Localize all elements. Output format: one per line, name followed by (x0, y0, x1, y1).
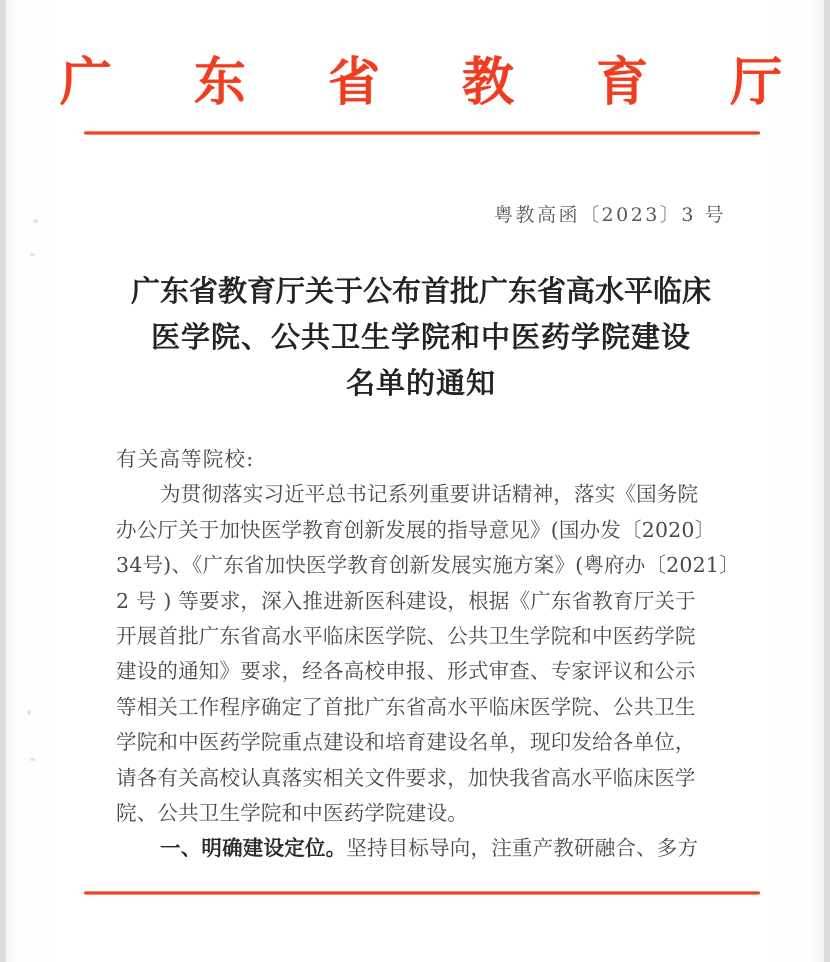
scan-speck (27, 710, 31, 715)
scan-speck (30, 253, 35, 256)
doc-number: 粤教高函〔2023〕3 号 (494, 204, 726, 226)
section-one-heading: 一、明确建设定位。 (160, 836, 347, 861)
title-line-3: 名单的通知 (345, 366, 496, 400)
section-one-line (116, 831, 734, 866)
body-line: 建设的通知》要求，经各高校申报、形式审查、专家评议和公示 (116, 659, 696, 684)
title-line-2: 医学院、公共卫生学院和中医药学院建设 (150, 320, 691, 354)
letterhead (6, 52, 830, 113)
letterhead-title: 广 东 省 教 育 厅 (59, 52, 815, 113)
scan-speck (30, 758, 35, 761)
body-line: 2 号 ) 等要求，深入推进新医科建设，根据《广东省教育厅关于 (116, 588, 696, 613)
footer-red-rule (84, 891, 760, 895)
page-title (101, 268, 741, 406)
body-line: 院、公共卫生学院和中医药学院建设。 (116, 801, 468, 826)
document-body (116, 442, 740, 867)
body-line: 学院和中医药学院重点建设和培育建设名单，现印发给各单位， (116, 730, 696, 755)
body-line: 34号)、《广东省加快医学教育创新发展实施方案》(粤府办〔2021〕 (116, 553, 740, 578)
body-line: 请各有关高校认真落实相关文件要求，加快我省高水平临床医学 (116, 765, 696, 790)
header-red-rule (84, 131, 760, 135)
salutation: 有关高等院校: (116, 447, 255, 471)
body-line: 为贯彻落实习近平总书记系列重要讲话精神，落实《国务院 (160, 482, 699, 507)
title-line-1: 广东省教育厅关于公布首批广东省高水平临床 (130, 274, 711, 308)
body-line: 等相关工作程序确定了首批广东省高水平临床医学院、公共卫生 (116, 694, 696, 719)
section-one-text: 坚持目标导向，注重产教研融合、多方 (346, 836, 699, 861)
body-line: 办公厅关于加快医学教育创新发展的指导意见》(国办发〔2020〕 (116, 517, 716, 542)
scan-speck (33, 219, 38, 223)
body-line: 开展首批广东省高水平临床医学院、公共卫生学院和中医药学院 (116, 624, 696, 649)
doc-number-row (6, 200, 830, 227)
